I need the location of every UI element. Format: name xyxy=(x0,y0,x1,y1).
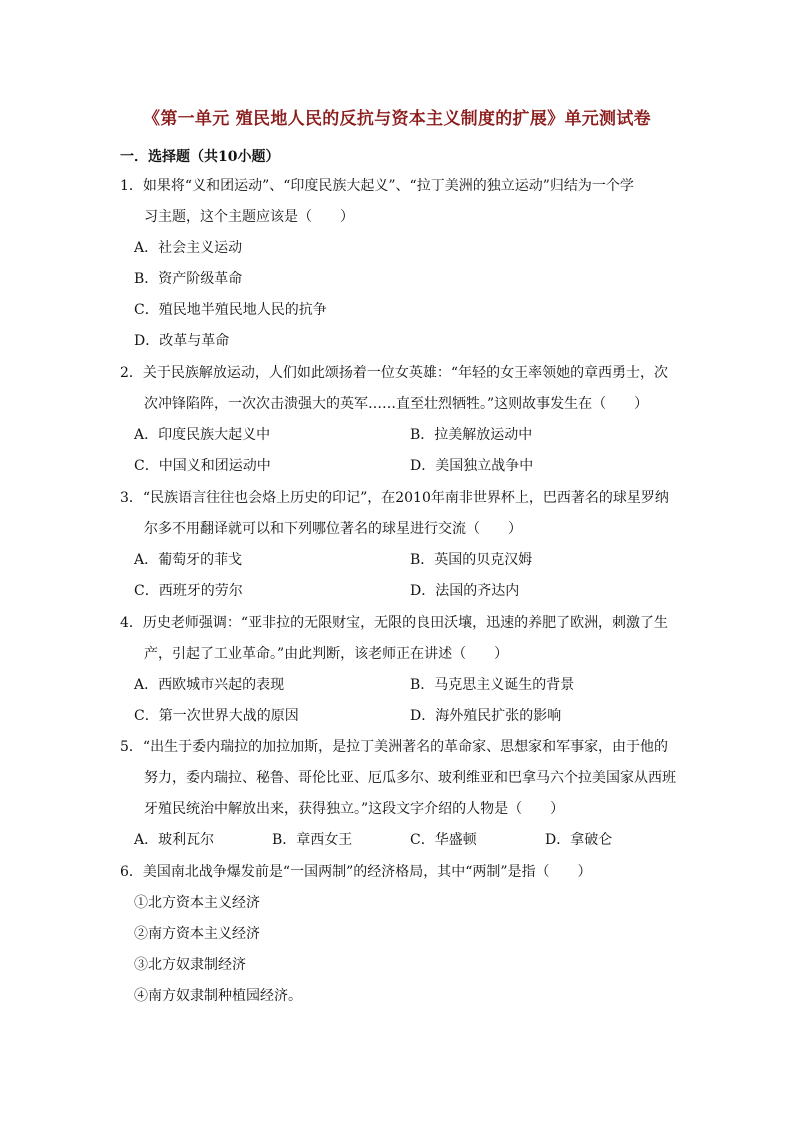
question-6-item-3: ③北方奴隶制经济 xyxy=(134,957,246,973)
question-5-option-c: C．华盛顿 xyxy=(410,832,477,848)
question-1-text-line-1: 1．如果将“义和团运动”、“印度民族大起义”、“拉丁美洲的独立运动”归结为一个学 xyxy=(120,178,634,194)
section-heading: 一．选择题（共10小题） xyxy=(120,149,280,165)
question-4-text-line-1: 4．历史老师强调：“亚非拉的无限财宝，无限的良田沃壤，迅速的养肥了欧洲，刺激了生 xyxy=(120,615,669,631)
question-1-option-c: C．殖民地半殖民地人民的抗争 xyxy=(134,302,327,318)
question-3-option-d: D．法国的齐达内 xyxy=(410,583,520,599)
question-6-item-1: ①北方资本主义经济 xyxy=(134,895,260,911)
question-4-option-d: D．海外殖民扩张的影响 xyxy=(410,708,562,724)
question-3-option-c: C．西班牙的劳尔 xyxy=(134,583,243,599)
question-6-item-4: ④南方奴隶制种植园经济。 xyxy=(134,988,302,1004)
question-1-text-line-2: 习主题，这个主题应该是（ ） xyxy=(144,209,354,225)
question-5-text-line-3: 牙殖民统治中解放出来，获得独立。”这段文字介绍的人物是（ ） xyxy=(144,801,565,817)
question-4-option-c: C．第一次世界大战的原因 xyxy=(134,708,299,724)
question-1-option-d: D．改革与革命 xyxy=(134,333,230,349)
question-4-option-b: B．马克思主义诞生的背景 xyxy=(410,677,575,693)
question-6-text-line-1: 6．美国南北战争爆发前是“一国两制”的经济格局，其中“两制”是指（ ） xyxy=(120,864,592,880)
question-3-option-a: A．葡萄牙的菲戈 xyxy=(134,552,243,568)
question-3-text-line-1: 3．“民族语言往往也会烙上历史的印记”，在2010年南非世界杯上，巴西著名的球星罗纳 xyxy=(120,490,669,506)
question-1-option-b: B．资产阶级革命 xyxy=(134,271,243,287)
question-2-text-line-2: 次冲锋陷阵，一次次击溃强大的英军……直至壮烈牺牲。”这则故事发生在（ ） xyxy=(144,396,649,412)
question-1-option-a: A．社会主义运动 xyxy=(134,240,243,256)
question-2-option-d: D．美国独立战争中 xyxy=(410,458,534,474)
question-5-option-b: B．章西女王 xyxy=(272,832,353,848)
question-2-option-b: B．拉美解放运动中 xyxy=(410,427,533,443)
question-5-option-a: A．玻利瓦尔 xyxy=(134,832,215,848)
page-title: 《第一单元 殖民地人民的反抗与资本主义制度的扩展》单元测试卷 xyxy=(143,109,651,129)
question-6-item-2: ②南方资本主义经济 xyxy=(134,926,260,942)
question-5-text-line-2: 努力，委内瑞拉、秘鲁、哥伦比亚、厄瓜多尔、玻利维亚和巴拿马六个拉美国家从西班 xyxy=(144,770,676,786)
question-2-option-a: A．印度民族大起义中 xyxy=(134,427,271,443)
question-3-option-b: B．英国的贝克汉姆 xyxy=(410,552,533,568)
question-2-option-c: C．中国义和团运动中 xyxy=(134,458,271,474)
question-2-text-line-1: 2．关于民族解放运动，人们如此颂扬着一位女英雄：“年轻的女王率领她的章西勇士，次 xyxy=(120,365,669,381)
question-4-option-a: A．西欧城市兴起的表现 xyxy=(134,677,285,693)
question-4-text-line-2: 产，引起了工业革命。”由此判断，该老师正在讲述（ ） xyxy=(144,646,509,662)
question-3-text-line-2: 尔多不用翻译就可以和下列哪位著名的球星进行交流（ ） xyxy=(144,521,522,537)
question-5-text-line-1: 5．“出生于委内瑞拉的加拉加斯，是拉丁美洲著名的革命家、思想家和军事家，由于他的 xyxy=(120,739,669,755)
question-5-option-d: D．拿破仑 xyxy=(545,832,613,848)
